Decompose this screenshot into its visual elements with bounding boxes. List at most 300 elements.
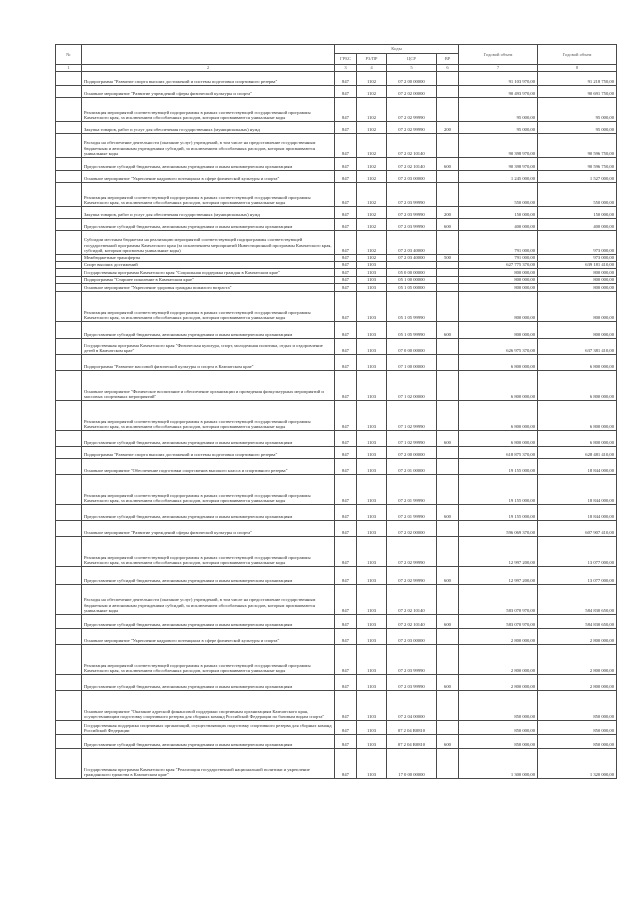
row-number: [56, 262, 82, 269]
row-number: [56, 339, 82, 355]
row-number: [56, 749, 82, 779]
row-rzpr: 1103: [357, 269, 387, 277]
table-row: [56, 459, 617, 475]
row-name: Предоставление субсидий бюджетным, автономным учреждениям и иным некоммерческим организациям: [82, 431, 335, 447]
row-sum-year1: 12 997 200,00: [459, 567, 538, 585]
row-grbs: 847: [335, 749, 357, 779]
row-csr: 07 2 03 99990: [387, 675, 437, 691]
column-number: 3: [335, 65, 357, 72]
row-sum-year2: 400 000,00: [538, 219, 617, 231]
table-row: [56, 371, 617, 401]
row-grbs: 847: [335, 269, 357, 277]
row-name: Подпрограмма "Старшее поколение в Камчатском крае": [82, 277, 335, 284]
row-vr: 600: [437, 505, 459, 521]
row-sum-year2: 6 800 000,00: [538, 431, 617, 447]
row-rzpr: 1102: [357, 171, 387, 183]
header-csr: ЦСР: [387, 54, 437, 65]
row-number: [56, 645, 82, 675]
row-csr: 17 0 00 00000: [387, 749, 437, 779]
table-row: [56, 675, 617, 691]
row-sum-year1: 618 875 370,00: [459, 447, 538, 459]
row-sum-year1: 6 800 000,00: [459, 355, 538, 371]
row-sum-year1: 6 800 000,00: [459, 431, 538, 447]
column-number: 6: [437, 65, 459, 72]
row-rzpr: 1103: [357, 521, 387, 537]
row-sum-year1: 95 000,00: [459, 98, 538, 122]
row-name: Реализация мероприятий соответствующей подпрограммы в рамках соответствующей государственной программы Камчатского края, за исключением обособленных расходов, которым присваиваются уникальные коды: [82, 183, 335, 207]
row-rzpr: 1103: [357, 675, 387, 691]
row-name: Предоставление субсидий бюджетным, автономным учреждениям и иным некоммерческим организациям: [82, 735, 335, 749]
row-vr: [437, 371, 459, 401]
row-csr: 05 1 05 99990: [387, 322, 437, 339]
row-sum-year1: 850 000,00: [459, 735, 538, 749]
column-number: 7: [459, 65, 538, 72]
row-sum-year1: 1 245 000,00: [459, 171, 538, 183]
table-row: [56, 219, 617, 231]
row-grbs: 847: [335, 431, 357, 447]
row-name: Реализация мероприятий соответствующей подпрограммы в рамках соответствующей государственной программы Камчатского края, за исключением обособленных расходов, которым присваиваются уникальные коды: [82, 537, 335, 567]
row-name: Государственная программа Камчатского края "Социальная поддержка граждан в Камчатском крае": [82, 269, 335, 277]
row-csr: 07 2 02 00000: [387, 521, 437, 537]
row-csr: 05 1 05 00000: [387, 284, 437, 292]
budget-table: [55, 44, 617, 779]
table-row: [56, 431, 617, 447]
row-sum-year1: 90 398 970,00: [459, 134, 538, 158]
row-vr: 600: [437, 567, 459, 585]
table-row: [56, 645, 617, 675]
table-row: [56, 277, 617, 284]
row-name: Государственная поддержка спортивных организаций, осуществляющих подготовку спортивного резерва для сборных команд Российской Федерации: [82, 721, 335, 735]
row-grbs: 847: [335, 691, 357, 721]
row-vr: [437, 749, 459, 779]
row-name: Основное мероприятие "Оказание адресной финансовой поддержки спортивным организациям Камчатского края, осуществляющим подготовку спортивного резерва для сборных команд Российской Федерации по базовым видам спорта": [82, 691, 335, 721]
row-grbs: 847: [335, 207, 357, 219]
row-name: Государственная программа Камчатского края "Реализация государственной национальной политики и укрепление гражданского единства в Камчатском крае": [82, 749, 335, 779]
row-grbs: 847: [335, 459, 357, 475]
row-sum-year1: 791 000,00: [459, 231, 538, 255]
row-grbs: 847: [335, 567, 357, 585]
row-rzpr: 1102: [357, 207, 387, 219]
header-name: [82, 45, 335, 65]
row-number: [56, 505, 82, 521]
row-name: Подпрограмма "Развитие спорта высших достижений и системы подготовки спортивного резерва": [82, 72, 335, 86]
row-number: [56, 277, 82, 284]
row-sum-year2: 1 527 000,00: [538, 171, 617, 183]
row-number: [56, 475, 82, 505]
row-csr: 07 2 02 99990: [387, 567, 437, 585]
column-number: 8: [538, 65, 617, 72]
row-sum-year1: 6 800 000,00: [459, 371, 538, 401]
row-sum-year2: 639 181 410,00: [538, 262, 617, 269]
row-name: Закупка товаров, работ и услуг для обеспечения государственных (муниципальных) нужд: [82, 207, 335, 219]
table-row: [56, 447, 617, 459]
row-vr: [437, 134, 459, 158]
row-grbs: 847: [335, 262, 357, 269]
row-name: Предоставление субсидий бюджетным, автономным учреждениям и иным некоммерческим организациям: [82, 219, 335, 231]
row-sum-year2: 95 000,00: [538, 122, 617, 134]
row-number: [56, 431, 82, 447]
row-sum-year1: 596 069 370,00: [459, 521, 538, 537]
row-rzpr: 1103: [357, 355, 387, 371]
row-sum-year1: 800 000,00: [459, 269, 538, 277]
table-row: [56, 231, 617, 255]
row-csr: 05 1 00 00000: [387, 277, 437, 284]
row-vr: [437, 269, 459, 277]
row-sum-year2: 13 077 000,00: [538, 567, 617, 585]
row-rzpr: 1103: [357, 567, 387, 585]
row-grbs: 847: [335, 615, 357, 629]
table-row: [56, 183, 617, 207]
row-vr: [437, 537, 459, 567]
row-number: [56, 86, 82, 98]
row-csr: 07 2 02 10140: [387, 134, 437, 158]
row-rzpr: 1103: [357, 322, 387, 339]
row-csr: 07 2 04 00000: [387, 691, 437, 721]
table-row: [56, 339, 617, 355]
row-sum-year2: 6 800 000,00: [538, 401, 617, 431]
row-vr: [437, 585, 459, 615]
row-sum-year2: 18 844 000,00: [538, 505, 617, 521]
table-body: [56, 72, 617, 779]
row-csr: 07 1 02 99990: [387, 431, 437, 447]
row-name: Реализация мероприятий соответствующей подпрограммы в рамках соответствующей государственной программы Камчатского края, за исключением обособленных расходов, которым присваиваются уникальные коды: [82, 98, 335, 122]
row-grbs: 847: [335, 505, 357, 521]
row-sum-year1: 583 070 970,00: [459, 615, 538, 629]
row-rzpr: 1102: [357, 72, 387, 86]
row-csr: 07 2 01 99990: [387, 475, 437, 505]
row-rzpr: 1102: [357, 183, 387, 207]
row-csr: 07 1 00 00000: [387, 355, 437, 371]
row-sum-year1: 95 000,00: [459, 122, 538, 134]
row-sum-year1: 800 000,00: [459, 292, 538, 322]
row-sum-year2: 90 691 750,00: [538, 86, 617, 98]
row-sum-year2: 584 830 650,00: [538, 585, 617, 615]
row-vr: [437, 447, 459, 459]
row-rzpr: 1102: [357, 255, 387, 262]
row-number: [56, 735, 82, 749]
row-number: [56, 158, 82, 171]
row-sum-year2: 800 000,00: [538, 269, 617, 277]
row-sum-year1: 2 800 000,00: [459, 629, 538, 645]
row-sum-year1: 791 000,00: [459, 255, 538, 262]
row-name: Предоставление субсидий бюджетным, автономным учреждениям и иным некоммерческим организациям: [82, 675, 335, 691]
row-sum-year1: 19 155 000,00: [459, 505, 538, 521]
row-sum-year2: 95 000,00: [538, 98, 617, 122]
column-number: 2: [82, 65, 335, 72]
row-rzpr: 1102: [357, 219, 387, 231]
row-sum-year2: 18 844 000,00: [538, 459, 617, 475]
row-csr: 05 0 00 00000: [387, 269, 437, 277]
row-csr: [387, 262, 437, 269]
row-rzpr: 1103: [357, 721, 387, 735]
row-number: [56, 567, 82, 585]
row-sum-year1: 12 997 200,00: [459, 537, 538, 567]
row-number: [56, 269, 82, 277]
row-rzpr: 1103: [357, 615, 387, 629]
row-number: [56, 629, 82, 645]
row-sum-year1: 19 155 000,00: [459, 459, 538, 475]
row-csr: 07 2 02 99990: [387, 122, 437, 134]
row-vr: [437, 231, 459, 255]
table-row: [56, 585, 617, 615]
row-csr: 07 2 03 00000: [387, 171, 437, 183]
header-number: №: [56, 45, 82, 65]
row-sum-year2: 850 000,00: [538, 735, 617, 749]
row-rzpr: 1103: [357, 292, 387, 322]
row-name: Предоставление субсидий бюджетным, автономным учреждениям и иным некоммерческим организациям: [82, 567, 335, 585]
row-name: Реализация мероприятий соответствующей подпрограммы в рамках соответствующей государственной программы Камчатского края, за исключением обособленных расходов, которым присваиваются уникальные коды: [82, 401, 335, 431]
row-sum-year2: 800 000,00: [538, 292, 617, 322]
row-sum-year2: 2 800 000,00: [538, 629, 617, 645]
row-grbs: 847: [335, 355, 357, 371]
row-sum-year2: 584 830 650,00: [538, 615, 617, 629]
row-csr: 07 1 02 00000: [387, 371, 437, 401]
row-csr: 07 2 02 10140: [387, 615, 437, 629]
row-csr: 07 2 02 99990: [387, 98, 437, 122]
column-number: 1: [56, 65, 82, 72]
row-rzpr: 1103: [357, 645, 387, 675]
row-vr: [437, 339, 459, 355]
row-name: Реализация мероприятий соответствующей подпрограммы в рамках соответствующей государственной программы Камчатского края, за исключением обособленных расходов, которым присваиваются уникальные коды: [82, 475, 335, 505]
column-number: 5: [387, 65, 437, 72]
row-grbs: 847: [335, 277, 357, 284]
table-row: [56, 521, 617, 537]
row-grbs: 847: [335, 134, 357, 158]
row-csr: 07 2 03 40000: [387, 255, 437, 262]
row-name: Реализация мероприятий соответствующей подпрограммы в рамках соответствующей государственной программы Камчатского края, за исключением обособленных расходов, которым присваиваются уникальные коды: [82, 292, 335, 322]
row-grbs: 847: [335, 629, 357, 645]
column-number: 4: [357, 65, 387, 72]
row-vr: [437, 475, 459, 505]
row-number: [56, 691, 82, 721]
row-grbs: 847: [335, 401, 357, 431]
row-csr: 07 2 01 00000: [387, 459, 437, 475]
row-grbs: 847: [335, 292, 357, 322]
row-vr: 600: [437, 431, 459, 447]
table-row: [56, 537, 617, 567]
row-sum-year1: 2 800 000,00: [459, 675, 538, 691]
row-csr: 07 2 01 99990: [387, 505, 437, 521]
row-number: [56, 134, 82, 158]
row-sum-year1: 400 000,00: [459, 219, 538, 231]
row-grbs: 847: [335, 645, 357, 675]
row-vr: 600: [437, 615, 459, 629]
table-row: [56, 122, 617, 134]
row-grbs: 847: [335, 521, 357, 537]
table-row: [56, 505, 617, 521]
table-row: [56, 171, 617, 183]
table-header: [56, 45, 617, 72]
row-sum-year1: 800 000,00: [459, 284, 538, 292]
row-name: Основное мероприятие "Развитие учреждений сферы физической культуры и спорта": [82, 521, 335, 537]
row-number: [56, 284, 82, 292]
table-row: [56, 134, 617, 158]
row-vr: [437, 72, 459, 86]
row-sum-year2: 550 000,00: [538, 183, 617, 207]
column-number-row: [56, 65, 617, 72]
row-rzpr: 1103: [357, 277, 387, 284]
row-vr: 500: [437, 255, 459, 262]
row-sum-year1: 583 070 970,00: [459, 585, 538, 615]
table-row: [56, 721, 617, 735]
row-sum-year2: 2 800 000,00: [538, 645, 617, 675]
row-sum-year2: 973 000,00: [538, 255, 617, 262]
row-sum-year2: 850 000,00: [538, 691, 617, 721]
row-csr: 07 2 04 R0810: [387, 721, 437, 735]
table-row: [56, 629, 617, 645]
row-grbs: 847: [335, 322, 357, 339]
budget-table-wrapper: [55, 44, 616, 779]
header-rzpr: Р3/ПР: [357, 54, 387, 65]
row-sum-year1: 2 800 000,00: [459, 645, 538, 675]
row-grbs: 847: [335, 675, 357, 691]
row-csr: 07 2 03 99990: [387, 207, 437, 219]
row-sum-year1: 91 103 970,00: [459, 72, 538, 86]
table-row: [56, 735, 617, 749]
row-number: [56, 371, 82, 401]
row-name: Основное мероприятие "Укрепление кадрового потенциала в сфере физической культуры и спорта": [82, 171, 335, 183]
row-grbs: 847: [335, 231, 357, 255]
row-grbs: 847: [335, 86, 357, 98]
row-rzpr: 1103: [357, 447, 387, 459]
row-sum-year1: 150 000,00: [459, 207, 538, 219]
header-grbs: ГРБС: [335, 54, 357, 65]
table-row: [56, 255, 617, 262]
row-grbs: 847: [335, 98, 357, 122]
row-sum-year1: 850 000,00: [459, 721, 538, 735]
row-csr: 07 2 04 R0810: [387, 735, 437, 749]
table-row: [56, 691, 617, 721]
row-sum-year2: 90 596 750,00: [538, 134, 617, 158]
table-row: [56, 567, 617, 585]
row-name: Основное мероприятие "Физическое воспитание и обеспечение организации и проведения физкультурных мероприятий и массовых спортивных мероприятий": [82, 371, 335, 401]
row-number: [56, 183, 82, 207]
row-csr: 07 2 03 00000: [387, 629, 437, 645]
row-sum-year2: 607 907 410,00: [538, 521, 617, 537]
row-vr: [437, 521, 459, 537]
row-vr: [437, 284, 459, 292]
row-sum-year2: 13 077 000,00: [538, 537, 617, 567]
row-sum-year1: 90 398 970,00: [459, 158, 538, 171]
row-csr: 05 1 05 99990: [387, 292, 437, 322]
row-grbs: 847: [335, 585, 357, 615]
table-row: [56, 749, 617, 779]
row-csr: 07 2 03 99990: [387, 219, 437, 231]
row-vr: [437, 645, 459, 675]
row-number: [56, 72, 82, 86]
row-name: Закупка товаров, работ и услуг для обеспечения государственных (муниципальных) нужд: [82, 122, 335, 134]
row-name: Расходы на обеспечение деятельности (оказание услуг) учреждений, в том числе на предоставление государственным бюджетным и автономным учреждениям субсидий, за исключением обособленных расходов, которым присваиваются уникальные коды: [82, 134, 335, 158]
row-sum-year1: 850 000,00: [459, 691, 538, 721]
table-row: [56, 355, 617, 371]
row-name: Подпрограмма "Развитие спорта высших достижений и системы подготовки спортивного резерва": [82, 447, 335, 459]
header-sum-year2: Годовой объем: [538, 45, 617, 65]
row-sum-year2: 628 481 410,00: [538, 447, 617, 459]
row-rzpr: 1102: [357, 122, 387, 134]
row-grbs: 847: [335, 219, 357, 231]
table-row: [56, 615, 617, 629]
row-number: [56, 585, 82, 615]
row-csr: 07 1 02 99990: [387, 401, 437, 431]
row-rzpr: 1103: [357, 284, 387, 292]
row-csr: 07 2 02 99990: [387, 537, 437, 567]
row-name: Основное мероприятие "Развитие учреждений сферы физической культуры и спорта": [82, 86, 335, 98]
row-csr: 07 2 02 10140: [387, 158, 437, 171]
row-sum-year2: 1 320 000,00: [538, 749, 617, 779]
row-sum-year1: 550 000,00: [459, 183, 538, 207]
row-name: Предоставление субсидий бюджетным, автономным учреждениям и иным некоммерческим организациям: [82, 615, 335, 629]
row-sum-year1: 6 800 000,00: [459, 401, 538, 431]
row-name: Предоставление субсидий бюджетным, автономным учреждениям и иным некоммерческим организациям: [82, 505, 335, 521]
row-rzpr: 1102: [357, 231, 387, 255]
row-name: Основное мероприятие "Укрепление кадрового потенциала в сфере физической культуры и спорта": [82, 629, 335, 645]
row-number: [56, 447, 82, 459]
row-csr: 07 0 00 00000: [387, 339, 437, 355]
row-sum-year1: 800 000,00: [459, 277, 538, 284]
row-sum-year2: 6 800 000,00: [538, 371, 617, 401]
row-rzpr: 1103: [357, 629, 387, 645]
row-rzpr: 1103: [357, 505, 387, 521]
row-csr: 07 2 02 00000: [387, 86, 437, 98]
row-number: [56, 98, 82, 122]
row-vr: [437, 459, 459, 475]
row-vr: 600: [437, 675, 459, 691]
row-number: [56, 401, 82, 431]
row-grbs: 847: [335, 284, 357, 292]
row-vr: [437, 691, 459, 721]
row-grbs: 847: [335, 72, 357, 86]
row-grbs: 847: [335, 255, 357, 262]
row-sum-year2: 18 844 000,00: [538, 475, 617, 505]
row-rzpr: 1103: [357, 735, 387, 749]
row-vr: [437, 171, 459, 183]
row-csr: 07 2 00 00000: [387, 447, 437, 459]
row-rzpr: 1102: [357, 98, 387, 122]
row-rzpr: 1103: [357, 585, 387, 615]
row-sum-year2: 90 596 750,00: [538, 158, 617, 171]
row-vr: [437, 721, 459, 735]
row-vr: [437, 629, 459, 645]
table-row: [56, 292, 617, 322]
row-csr: 07 2 03 40000: [387, 231, 437, 255]
row-rzpr: 1102: [357, 134, 387, 158]
row-vr: [437, 183, 459, 207]
row-number: [56, 322, 82, 339]
table-row: [56, 475, 617, 505]
row-number: [56, 255, 82, 262]
row-grbs: 847: [335, 171, 357, 183]
row-sum-year2: 800 000,00: [538, 284, 617, 292]
header-sum-year1: Годовой объем: [459, 45, 538, 65]
row-name: Спорт высших достижений: [82, 262, 335, 269]
row-rzpr: 1103: [357, 431, 387, 447]
row-grbs: 847: [335, 721, 357, 735]
row-grbs: 847: [335, 475, 357, 505]
row-vr: [437, 98, 459, 122]
row-sum-year1: 626 975 370,00: [459, 339, 538, 355]
row-number: [56, 459, 82, 475]
row-csr: 07 2 03 99990: [387, 183, 437, 207]
row-vr: 600: [437, 219, 459, 231]
row-number: [56, 615, 82, 629]
table-row: [56, 284, 617, 292]
row-csr: 07 2 00 00000: [387, 72, 437, 86]
header-vr: ВР: [437, 54, 459, 65]
row-number: [56, 171, 82, 183]
row-rzpr: 1103: [357, 475, 387, 505]
row-sum-year2: 150 000,00: [538, 207, 617, 219]
row-rzpr: 1103: [357, 371, 387, 401]
